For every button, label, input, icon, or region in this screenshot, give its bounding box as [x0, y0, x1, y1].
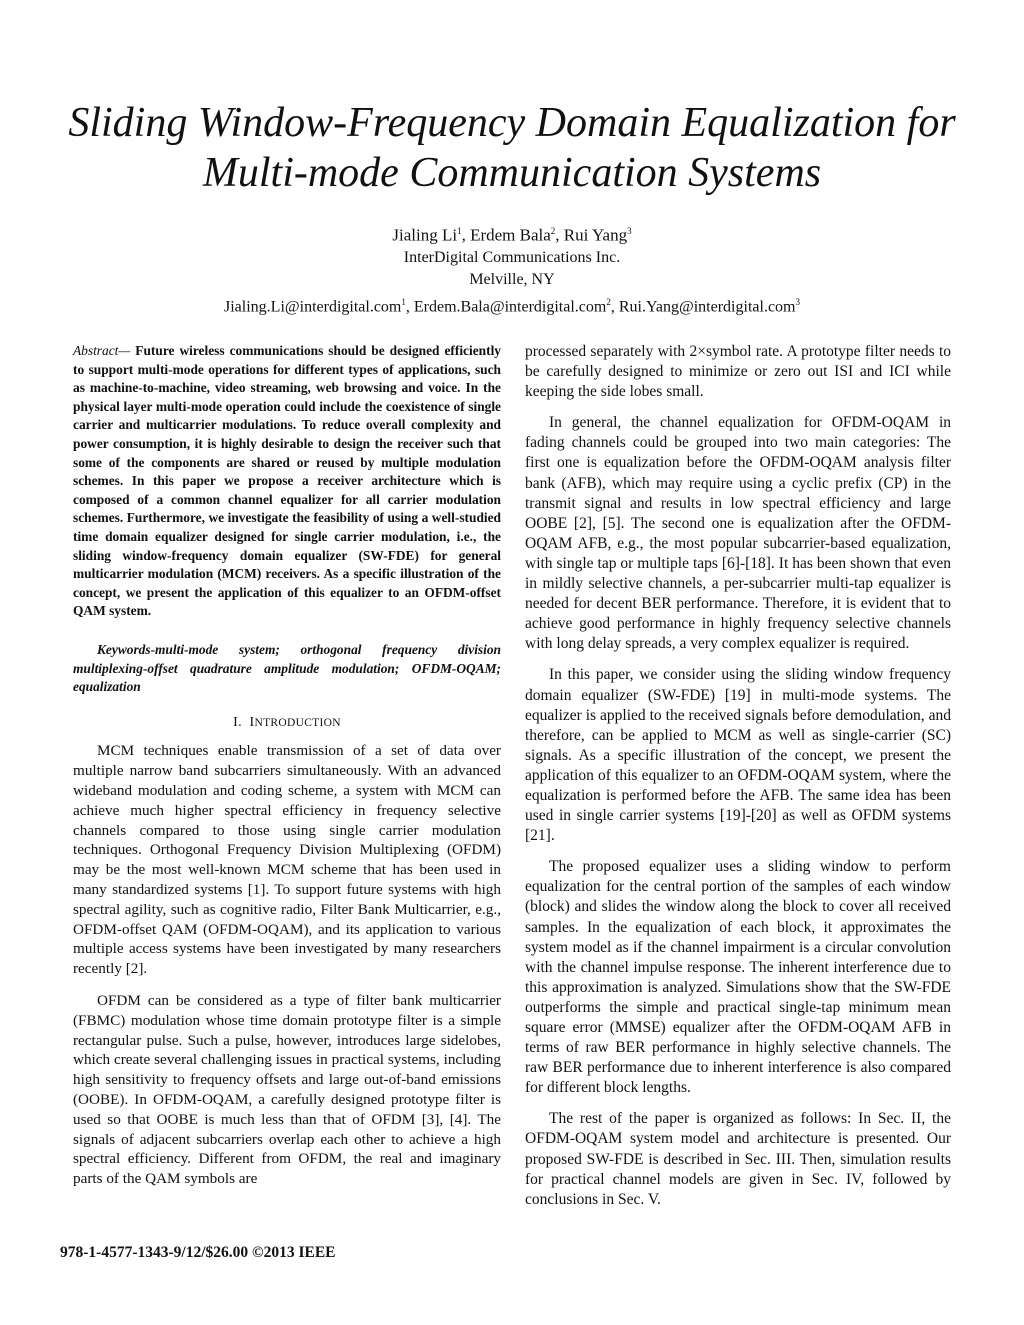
abstract-lead: Abstract—: [73, 343, 131, 358]
paragraph: The proposed equalizer uses a sliding window to perform equalization for the central portion of the samples of each window (block) and slides the window along the block to cover all received samples. In the equalization of each block, it approximates the system model as if the channel impairment is a circular convolution with the channel impulse response. The inherent interference due to this approximation is analyzed. Simulations show that the SW-FDE outperforms the simple and practical single-tap minimum mean square error (MMSE) equalizer after the OFDM-OQAM AFB in terms of raw BER performance in highly selective channels. The raw BER performance due to inherent interference is also compared for different block lengths.: [525, 858, 951, 1097]
email-2: Erdem.Bala@interdigital.com: [413, 297, 607, 315]
abstract: [73, 342, 501, 621]
affiliation: InterDigital Communications Inc.: [403, 248, 621, 266]
paper-title: [40, 98, 984, 198]
title-line-1: Sliding Window-Frequency Domain Equalization for: [68, 100, 956, 146]
author-emails: Jialing.Li@interdigital.com$^1$, Erdem.Bala@interdigital.com$^2$, Rui.Yang@interdigital.com$^3$: [224, 296, 800, 315]
email-1: Jialing.Li@interdigital.com: [224, 297, 402, 315]
paragraph: In this paper, we consider using the sliding window frequency domain equalizer (SW-FDE) [19] in multi-mode systems. The equalizer is applied to the received signals before demodulation, and therefore, can be applied to MCM as well as single-carrier (SC) signals. As a specific illustration of the concept, we present the application of this equalizer to an OFDM-OQAM system, where the equalization is performed before the AFB. The same idea has been used in single carrier systems [19]-[20] as well as OFDM systems [21].: [525, 666, 951, 845]
paragraph: processed separately with 2×symbol rate. A prototype filter needs to be carefully designed to minimize or zero out ISI and ICI while keeping the side lobes small.: [525, 343, 951, 401]
abstract-text: Future wireless communications should be designed efficiently to support multi-mode operations for different types of applications, such as machine-to-machine, video streaming, web browsing and voice. In the physical layer multi-mode operation could include the coexistence of single carrier and multicarrier modulations. To reduce overall complexity and power consumption, it is highly desirable to design the receiver such that some of the components are shared or reused by multiple modulation schemes. In this paper we propose a receiver architecture which is composed of a common channel equalizer for all carrier modulation schemes. Furthermore, we investigate the feasibility of using a well-studied time domain equalizer designed for single carrier modulation, i.e., the sliding window-frequency domain equalizer (SW-FDE) for general multicarrier modulation (MCM) receivers. As a specific illustration of the concept, we present the application of this equalizer to an OFDM-offset QAM system.: [73, 343, 501, 619]
section-heading-introduction: I. INTRODUCTION: [233, 714, 341, 730]
author-1: Jialing Li: [392, 225, 458, 245]
author-3: Rui Yang: [563, 225, 628, 245]
left-column: [73, 342, 501, 1201]
title-line-2: Multi-mode Communication Systems: [202, 150, 822, 196]
paragraph: OFDM can be considered as a type of filter bank multicarrier (FBMC) modulation whose time domain prototype filter is a simple rectangular pulse. Such a pulse, however, introduces large sidelobes, which create several challenging issues in practical systems, including high sensitivity to frequency offsets and large out-of-band emissions (OOBE). In OFDM-OQAM, a carefully designed prototype filter is used so that OOBE is much less than that of OFDM [3], [4]. The signals of adjacent subcarriers overlap each other to achieve a high spectral efficiency. Different from OFDM, the real and imaginary parts of the QAM symbols are: [73, 992, 501, 1188]
paragraph: The rest of the paper is organized as follows: In Sec. II, the OFDM-OQAM system model and architecture is presented. Our proposed SW-FDE is described in Sec. III. Then, simulation results for practical channel models are given in Sec. IV, followed by conclusions in Sec. V.: [525, 1110, 951, 1208]
right-column: [525, 342, 951, 1221]
keywords: Keywords-multi-mode system; orthogonal frequency division multiplexing-offset quadrature amplitude modulation; OFDM-OQAM; equalization: [73, 641, 501, 695]
copyright-footer: 978-1-4577-1343-9/12/$26.00 ©2013 IEEE: [60, 1244, 336, 1261]
author-block: [60, 220, 964, 318]
author-names: Jialing Li$^1$, Erdem Bala$^2$, Rui Yang$^3$: [392, 225, 632, 245]
paragraph: MCM techniques enable transmission of a set of data over multiple narrow band subcarriers simultaneously. With an advanced wideband modulation and coding scheme, a system with MCM can achieve much higher spectral efficiency in frequency selective channels compared to those using single carrier modulation techniques. Orthogonal Frequency Division Multiplexing (OFDM) may be the most well-known MCM scheme that has been used in many standardized systems [1]. To support future systems with high spectral agility, such as cognitive radio, Filter Bank Multicarrier, e.g., OFDM-offset QAM (OFDM-OQAM), and its application to various multiple access systems have been investigated by many researchers recently [2].: [73, 742, 501, 978]
author-2: Erdem Bala: [470, 225, 551, 245]
email-3: Rui.Yang@interdigital.com: [618, 297, 796, 315]
location: Melville, NY: [469, 270, 555, 288]
paragraph: In general, the channel equalization for OFDM-OQAM in fading channels could be grouped into two main categories: The first one is equalization before the OFDM-OQAM analysis filter bank (AFB), which may require using a cyclic prefix (CP) in the transmit signal and results in low spectral efficiency and large OOBE [2], [5]. The second one is equalization after the OFDM-OQAM AFB, e.g., the most popular subcarrier-based equalization, with single tap or multiple taps [6]-[18]. It has been shown that even in mildly selective channels, a per-subcarrier multi-tap equalizer is needed for decent BER performance. Therefore, it is evident that to achieve good performance in highly frequency selective channels with long delay spreads, a very complex equalizer is required.: [525, 414, 951, 653]
